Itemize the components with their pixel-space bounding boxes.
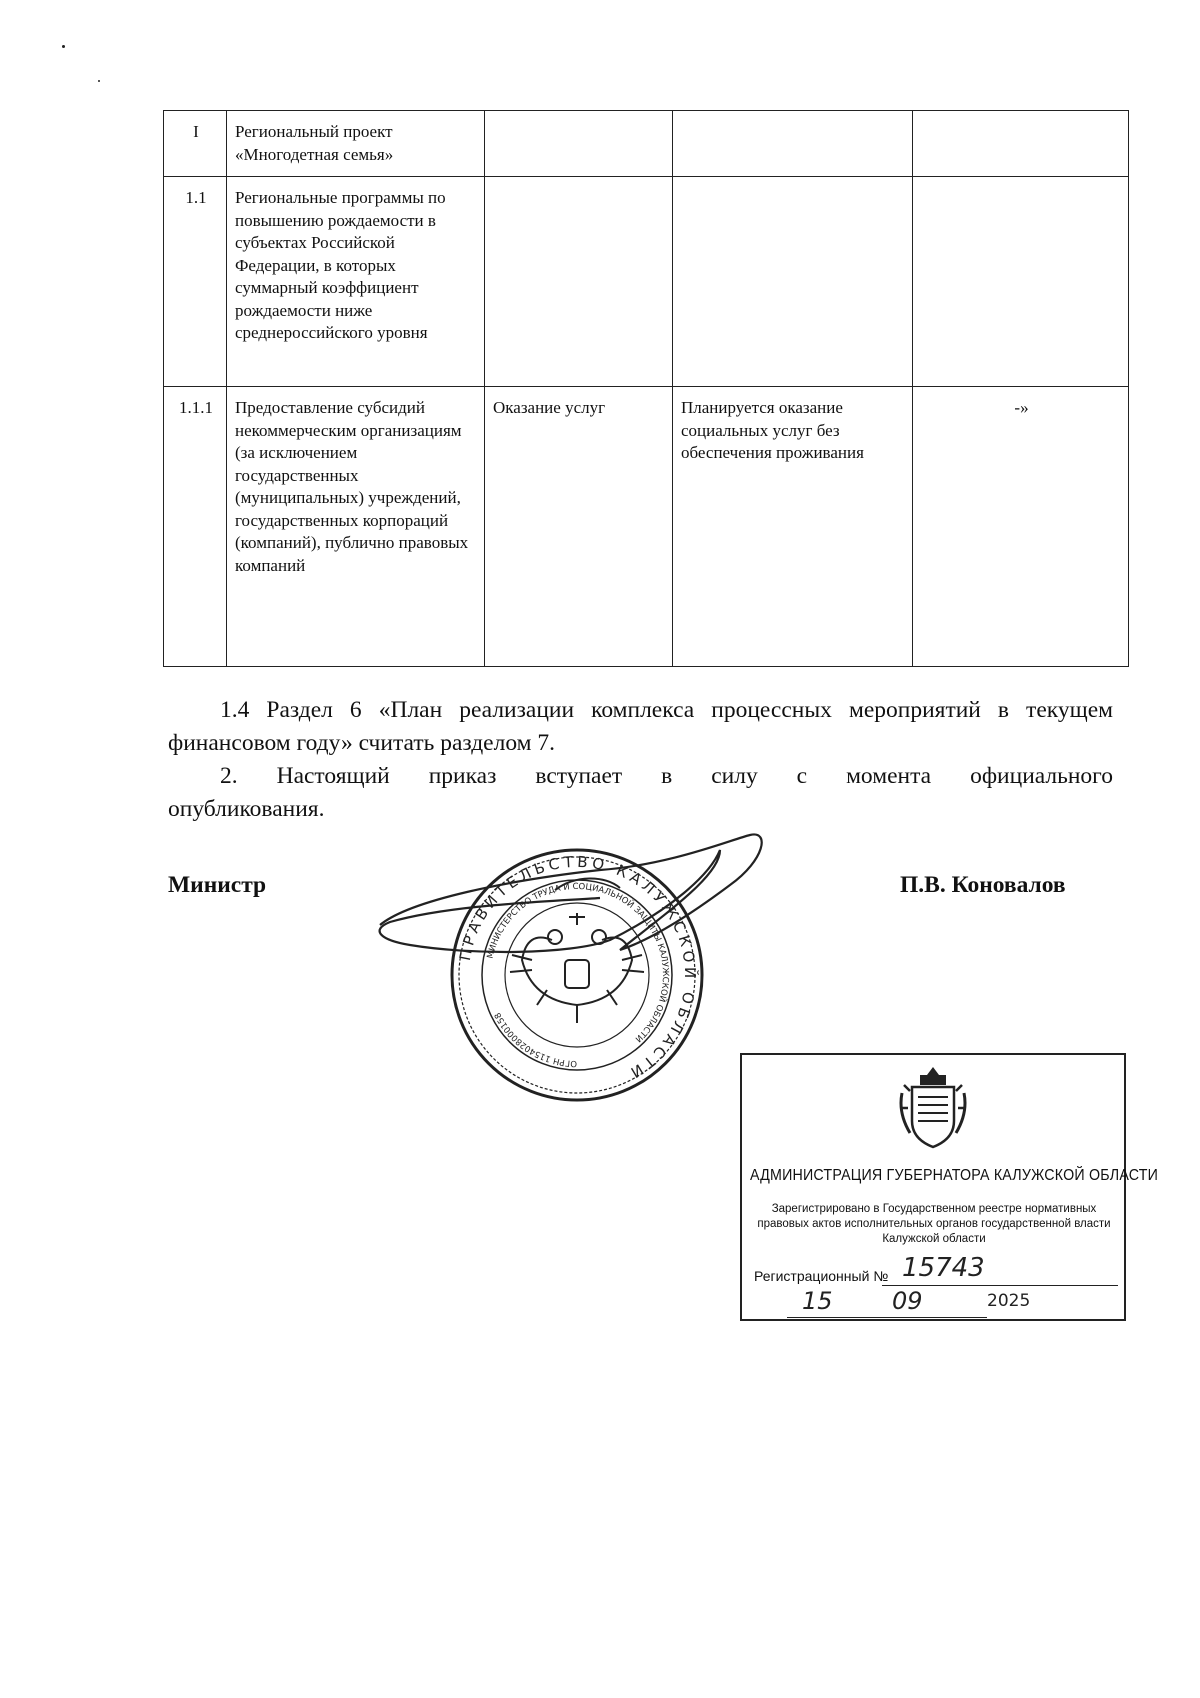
project-table xyxy=(163,110,1129,667)
number-underline xyxy=(882,1285,1118,1286)
paragraph-2-line1 xyxy=(168,760,1113,793)
row-number: 1.1.1 xyxy=(164,387,227,667)
scan-speck xyxy=(98,80,100,82)
row-name: Региональные программы по повышению рождаемости в субъектах Российской Федерации, в которых суммарный коэффициент рождаемости ниже среднероссийского уровня xyxy=(227,177,485,387)
seal-ogrn-text: ОГРН 1154028000158 xyxy=(493,1010,578,1069)
paragraph-1-4 xyxy=(168,694,1113,760)
row-note: Планируется оказание социальных услуг без обеспечения проживания xyxy=(673,387,913,667)
handwritten-signature xyxy=(370,830,790,1030)
table-row xyxy=(164,177,1129,387)
row-note xyxy=(673,111,913,177)
registration-note: Зарегистрировано в Государственном реестре нормативных правовых актов исполнительных органов государственной власти Калужской области xyxy=(757,1203,1111,1245)
row-type: Оказание услуг xyxy=(485,387,673,667)
signatory-position: Министр xyxy=(168,872,267,898)
row-type xyxy=(485,111,673,177)
registration-month: 09 xyxy=(892,1287,923,1315)
paragraph-text: опубликования. xyxy=(168,796,325,822)
signatory-name: П.В. Коновалов xyxy=(900,872,1066,898)
row-name: Предоставление субсидий некоммерческим организациям (за исключением государственных (муниципальных) учреждений, государственных корпораций (компаний), публично правовых компаний xyxy=(227,387,485,667)
row-name: Региональный проект «Многодетная семья» xyxy=(227,111,485,177)
registration-organization: АДМИНИСТРАЦИЯ ГУБЕРНАТОРА КАЛУЖСКОЙ ОБЛАСТИ xyxy=(750,1167,1159,1184)
paragraph-text: 2. Настоящий приказ вступает в силу с момента официального xyxy=(220,763,1113,789)
scan-speck xyxy=(62,45,65,48)
date-underline xyxy=(787,1317,987,1318)
registration-number-label: Регистрационный № xyxy=(754,1268,889,1284)
registration-number: 15743 xyxy=(902,1253,985,1283)
row-extra xyxy=(913,177,1129,387)
table-row xyxy=(164,111,1129,177)
kaluga-coat-of-arms-icon xyxy=(898,1063,968,1153)
row-number: I xyxy=(164,111,227,177)
seal-outer-text: ПРАВИТЕЛЬСТВО КАЛУЖСКОЙ ОБЛАСТИ xyxy=(455,852,700,1084)
row-number: 1.1 xyxy=(164,177,227,387)
row-type xyxy=(485,177,673,387)
paragraph-text: 1.4 Раздел 6 «План реализации комплекса процессных мероприятий в текущем финансовом году» считать разделом 7. xyxy=(168,697,1113,756)
registration-box xyxy=(740,1053,1159,1321)
paragraph-2-line2 xyxy=(168,793,1113,826)
table-row xyxy=(164,387,1129,667)
registration-day: 15 xyxy=(802,1287,833,1315)
seal-inner-text: МИНИСТЕРСТВО ТРУДА И СОЦИАЛЬНОЙ ЗАЩИТЫ КАЛУЖСКОЙ ОБЛАСТИ xyxy=(485,881,671,1044)
row-extra xyxy=(913,111,1129,177)
row-note xyxy=(673,177,913,387)
registration-year: 2025 xyxy=(987,1291,1031,1311)
row-extra: -» xyxy=(913,387,1129,667)
